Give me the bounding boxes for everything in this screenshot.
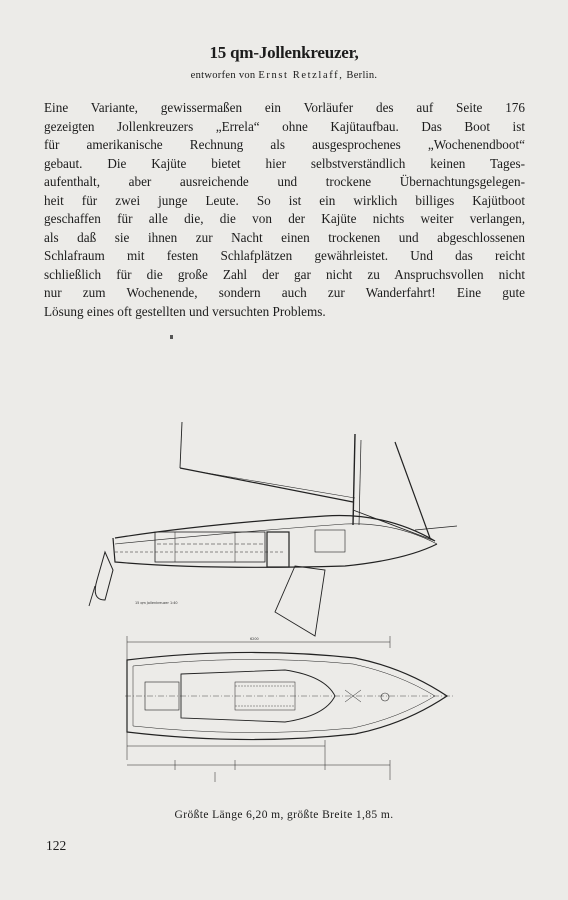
body-line: als daß sie ihnen zur Nacht einen trockenen und abgeschlossenen: [44, 229, 525, 245]
overall-dimension-label: 6200: [250, 637, 259, 641]
byline-designer: Ernst Retzlaff,: [258, 70, 344, 81]
body-line: Lösung eines oft gestellten und versuchten Problems.: [44, 304, 326, 320]
byline-prefix: entworfen von: [190, 70, 256, 81]
body-line: Schlafraum mit festen Schlafplätzen gewährleistet. Und das reicht: [44, 248, 525, 264]
profile-scale-label: 15 qm Jollenkreuzer 1:40: [135, 601, 178, 605]
page-number: 122: [46, 838, 67, 853]
print-speck: [170, 335, 173, 339]
body-line: gezeigten Jollenkreuzers „Errela“ ohne Kajütaufbau. Das Boot ist: [44, 118, 525, 134]
body-line: nur zum Wochenende, sondern auch zur Wanderfahrt! Eine gute: [44, 285, 525, 301]
body-line: geschaffen für alle die, die von der Kajüte nichts weiter verlangen,: [44, 211, 525, 227]
body-line: gebaut. Die Kajüte bietet hier selbstverständlich keinen Tages-: [44, 155, 525, 171]
body-line: heit für zwei junge Leute. So ist ein wirklich billiges Kajütboot: [44, 192, 525, 208]
body-line: aufenthalt, aber ausreichende und trockene Übernachtungsgelegen-: [44, 174, 525, 190]
body-line: Eine Variante, gewissermaßen ein Vorläufer des auf Seite 176: [44, 100, 525, 115]
drawing-caption: Größte Länge 6,20 m, größte Breite 1,85 m.: [174, 809, 394, 821]
body-line: für amerikanische Rechnung als ausgesprochenes „Wochenendboot“: [44, 137, 525, 153]
body-line: schließlich für die große Zahl der gar nicht zu Anspruchsvollen nicht: [44, 266, 525, 282]
boat-plan-drawing: [85, 420, 475, 792]
byline-city: Berlin.: [346, 70, 378, 81]
designer-byline: [0, 70, 568, 81]
deck-plan-view: [125, 636, 455, 782]
page-title: 15 qm-Jollenkreuzer,: [209, 43, 359, 62]
body-paragraph: [44, 99, 525, 322]
side-profile-view: [89, 422, 457, 636]
